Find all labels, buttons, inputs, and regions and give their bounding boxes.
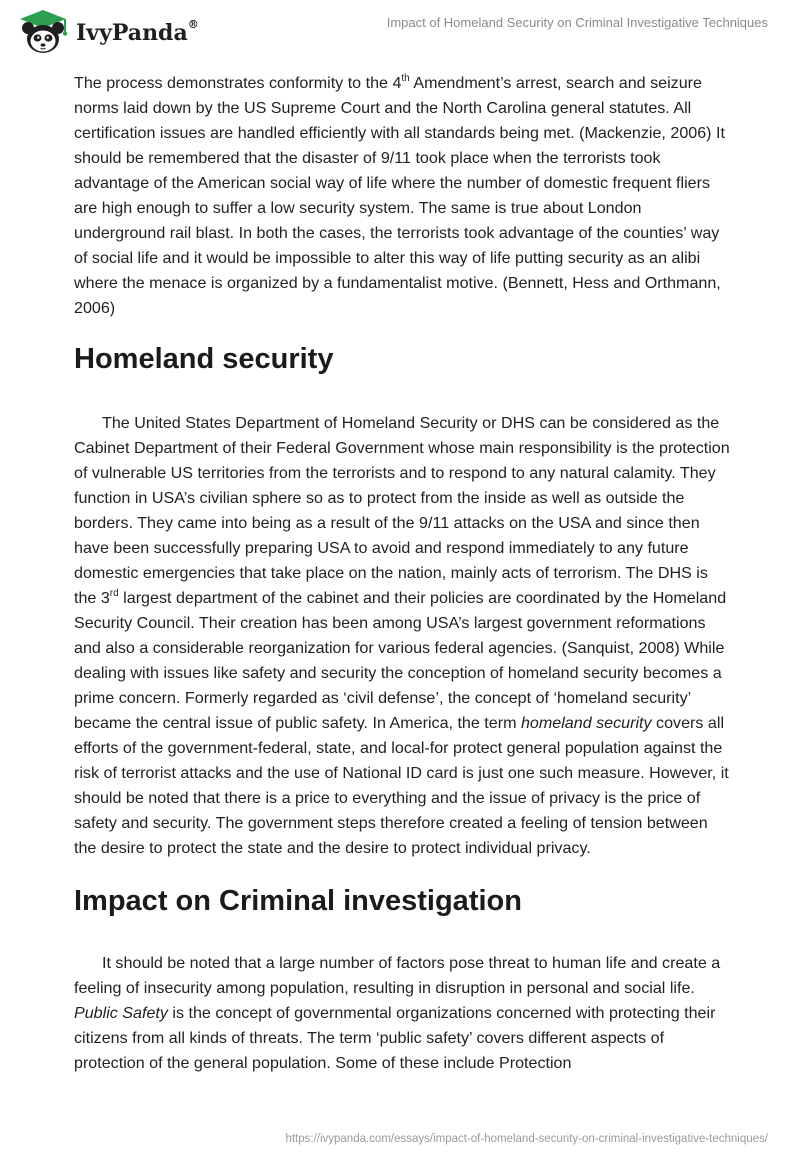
brand-name: IvyPanda® [76, 17, 199, 46]
registered-mark: ® [187, 17, 199, 31]
panda-graduate-icon [14, 8, 72, 56]
footer-url[interactable]: https://ivypanda.com/essays/impact-of-homeland-security-on-criminal-investigative-techniques/ [285, 1133, 768, 1145]
document-title: Impact of Homeland Security on Criminal Investigative Techniques [386, 15, 768, 30]
paragraph-intro: The process demonstrates conformity to the 4th Amendment’s arrest, search and seizure norms laid down by the US Supreme Court and the North Carolina general statutes. All certification issues are handled efficiently with all standards being met. (Mackenzie, 2006) It should be remembered that the disaster of 9/11 took place when the terrorists took advantage of the American social way of life where the number of domestic frequent fliers are high enough to suffer a low security system. The same is true about London underground rail blast. In both the cases, the terrorists took advantage of the counties’ way of social life and it would be impossible to alter this way of life putting security as an alibi where the menace is organized by a fundamentalist motive. (Bennett, Hess and Orthmann, 2006) [74, 72, 725, 317]
ivypanda-logo[interactable] [14, 8, 199, 56]
paragraph-impact: It should be noted that a large number of factors pose threat to human life and create a feeling of insecurity among population, resulting in disruption in personal and social life. Public Safety is the concept of governmental organizations concerned with protecting their citizens from all kinds of threats. The term ‘public safety’ covers different aspects of protection of the general population. Some of these include Protection [74, 954, 721, 1072]
article-body [74, 70, 734, 1076]
page-header [0, 0, 800, 62]
paragraph-homeland-security: The United States Department of Homeland Security or DHS can be considered as the Cabinet Department of their Federal Government whose main responsibility is the protection of vulnerable US territories from the terrorists and to respond to any natural calamity. They function in USA’s civilian sphere so as to protect from the inside as well as outside the borders. They came into being as a result of the 9/11 attacks on the USA and since then have been successfully preparing USA to avoid and respond immediately to any future domestic emergencies that take place on the nation, mainly acts of terrorism. The DHS is the 3rd largest department of the cabinet and their policies are coordinated by the Homeland Security Council. Their creation has been among USA’s largest government reformations and also a considerable reorganization for various federal agencies. (Sanquist, 2008) While dealing with issues like safety and security the conception of homeland security becomes a prime concern. Formerly regarded as ‘civil defense’, the concept of ‘homeland security’ became the central issue of public safety. In America, the term homeland security covers all efforts of the government-federal, state, and local-for protect general population against the risk of terrorist attacks and the use of National ID card is just one such measure. However, it should be noted that there is a price to everything and the issue of privacy is the price of safety and security. The government steps therefore created a feeling of tension between the desire to protect the state and the desire to protect individual privacy. [74, 414, 730, 857]
heading-homeland-security: Homeland security [74, 343, 334, 375]
heading-impact-criminal-investigation: Impact on Criminal investigation [74, 885, 522, 917]
